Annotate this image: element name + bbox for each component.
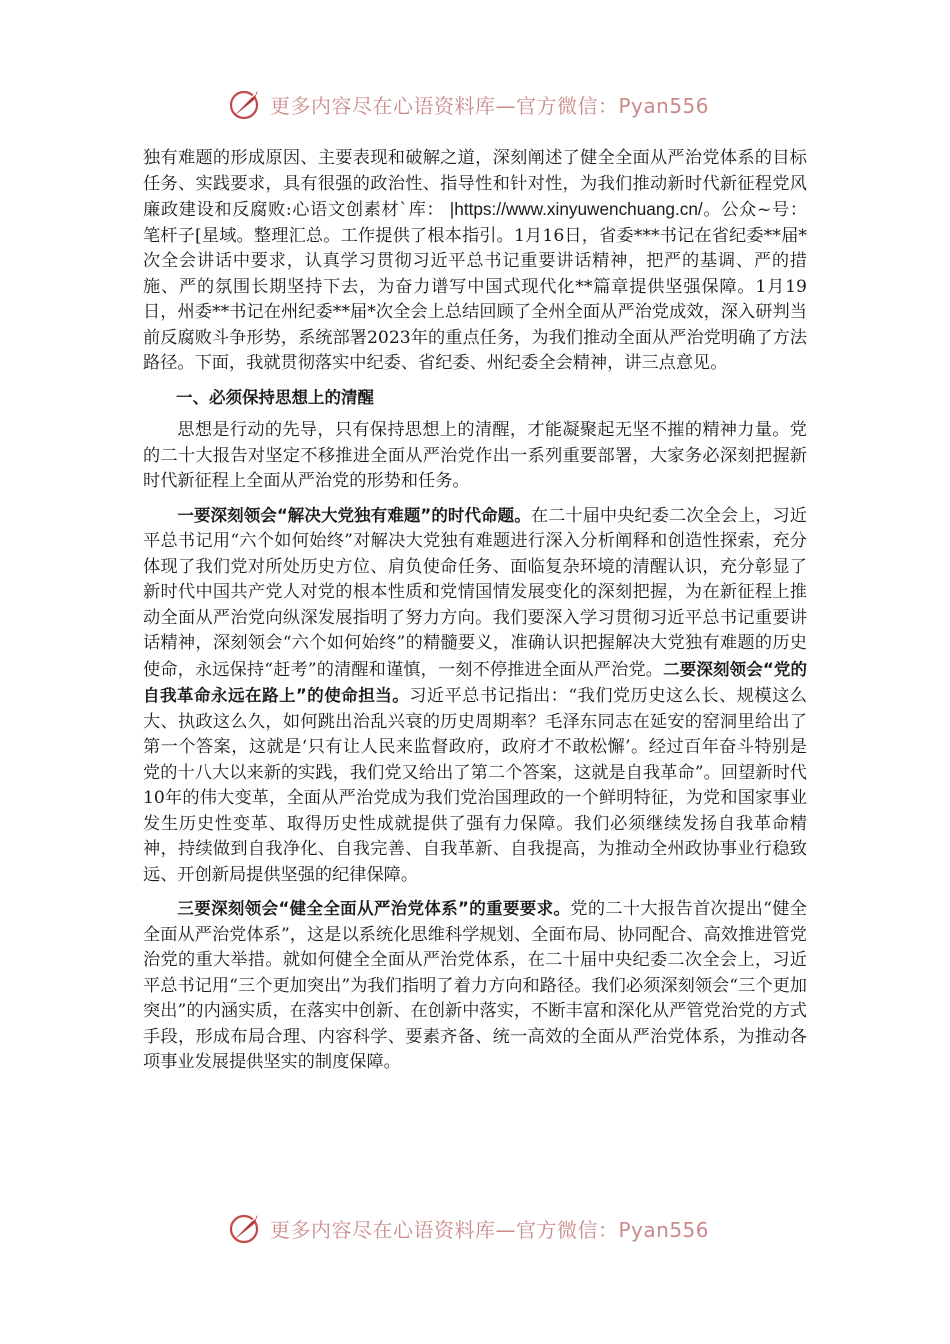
- watermark-header: [228, 84, 709, 124]
- paragraph-point-three: [143, 896, 807, 1076]
- point-three-text: 党的二十大报告首次提出“健全全面从严治党体系”，这是以系统化思维科学规划、全面布局、协同配合、高效推进管党治党的重大举措。就如何健全全面从严治党体系，在二十届中央纪委二次全会上，习近平总书记用“三个更加突出”为我们指明了着力方向和路径。我们必须深刻领会“三个更加突出”的内涵实质，在落实中创新、在创新中落实，不断丰富和深化从严管党治党的方式手段，形成布局合理、内容科学、要素齐备、统一高效的全面从严治党体系，为推动各项事业发展提供坚实的制度保障。: [143, 899, 807, 1072]
- intro-text-a: 独有难题的形成原因、主要表现和破解之道，深刻阐述了健全全面从严治党体系的目标任务、实践要求，具有很强的政治性、指导性和针对性，为我们推动新时代新征程党风廉政建设和反腐败:心语文创素材`库：: [143, 148, 807, 220]
- watermark-text: 更多内容尽在心语资料库—官方微信：Pyan556: [270, 1217, 710, 1242]
- document-body: [143, 146, 807, 1076]
- watermark-footer: [228, 1208, 709, 1248]
- intro-url: |https://www.xinyuwenchuang.cn/: [444, 199, 703, 219]
- paragraph-points-one-two: [143, 503, 807, 889]
- quill-logo-icon: [228, 1210, 264, 1246]
- section-heading-1: 一、必须保持思想上的清醒: [176, 387, 374, 407]
- intro-text-b: 。公众~号：笔杆子[星域。整理汇总。工作提供了根本指引。1月16日，省委***书记在省纪委**届*次全会讲话中要求，认真学习贯彻习近平总书记重要讲话精神，把严的基调、严的措施、严的氛围长期坚持下去，为奋力谱写中国式现代化**篇章提供坚强保障。1月19日，州委**书记在州纪委**届*次全会上总结回顾了全州全面从严治党成效，深入研判当前反腐败斗争形势，系统部署2023年的重点任务，为我们推动全面从严治党明确了方法路径。下面，我就贯彻落实中纪委、省纪委、州纪委全会精神，讲三点意见。: [143, 200, 808, 373]
- watermark-text: 更多内容尽在心语资料库—官方微信：Pyan556: [270, 93, 710, 118]
- point-one-heading: 一要深刻领会“解决大党独有难题”的时代命题。: [177, 505, 531, 525]
- paragraph-intro: [143, 146, 807, 377]
- point-two-heading: 二要深刻领会“党的自我革命永远在路上”的使命担当。: [143, 659, 807, 705]
- quill-logo-icon: [228, 86, 264, 122]
- point-three-heading: 三要深刻领会“健全全面从严治党体系”的重要要求。: [177, 899, 571, 918]
- point-one-text: 在二十届中央纪委二次全会上，习近平总书记用“六个如何始终”对解决大党独有难题进行深入分析阐释和创造性探索，充分体现了我们党对所处历史方位、肩负使命任务、面临复杂环境的清醒认识，充分彰显了新时代中国共产党人对党的根本性质和党情国情发展变化的深刻把握，为在新征程上推动全面从严治党向纵深发展指明了努力方向。我们要深入学习贯彻习近平总书记重要讲话精神，深刻领会“六个如何始终”的精髓要义，准确认识把握解决大党独有难题的历史使命，永远保持“赶考”的清醒和谨慎，一刻不停推进全面从严治党。: [143, 505, 807, 680]
- paragraph-thinking: 思想是行动的先导，只有保持思想上的清醒，才能凝聚起无坚不摧的精神力量。党的二十大报告对坚定不移推进全面从严治党作出一系列重要部署，大家务必深刻把握新时代新征程上全面从严治党的形势和任务。: [143, 420, 807, 491]
- point-two-text: 习近平总书记指出：“我们党历史这么长、规模这么大、执政这么久，如何跳出治乱兴衰的历史周期率？毛泽东同志在延安的窑洞里给出了第一个答案，这就是‘只有让人民来监督政府，政府才不敢松懈’。经过百年奋斗特别是党的十八大以来新的实践，我们党又给出了第二个答案，这就是自我革命”。回望新时代10年的伟大变革，全面从严治党成为我们党治国理政的一个鲜明特征，为党和国家事业发生历史性变革、取得历史性成就提供了强有力保障。我们必须继续发扬自我革命精神，持续做到自我净化、自我完善、自我革新、自我提高，为推动全州政协事业行稳致远、开创新局提供坚强的纪律保障。: [143, 686, 807, 885]
